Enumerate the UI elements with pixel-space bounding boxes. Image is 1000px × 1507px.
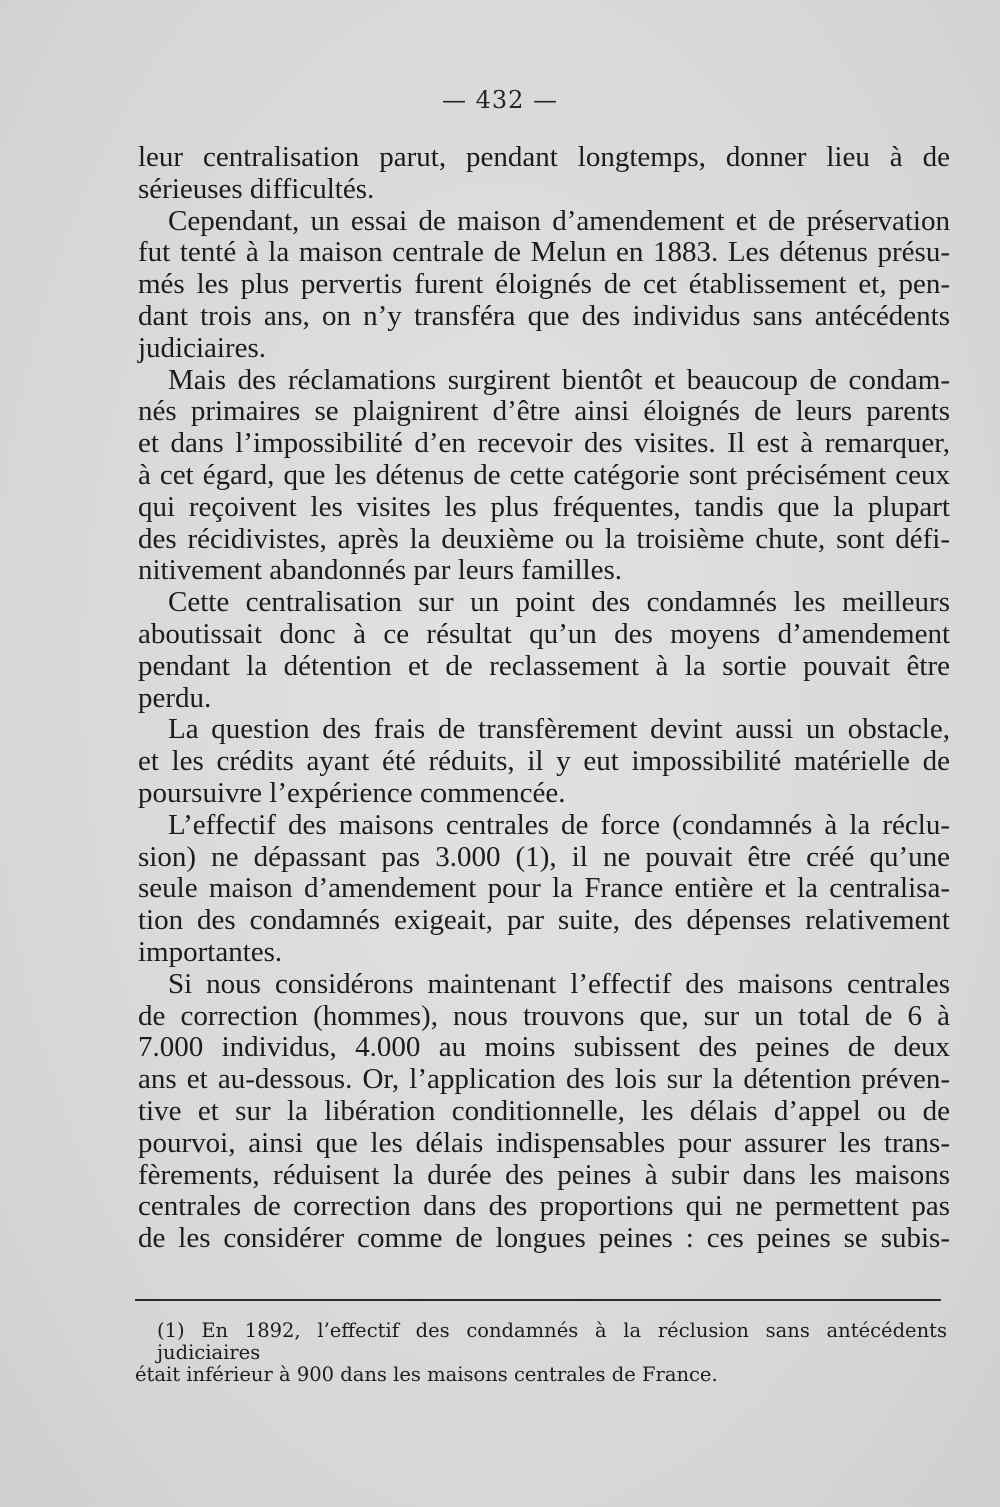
- text-line: dant trois ans, on n’y transféra que des individus sans antécédents: [138, 299, 950, 332]
- text-line: de correction (hommes), nous trouvons que, sur un total de 6 à: [138, 999, 950, 1032]
- text-line: Mais des réclamations surgirent bientôt et beaucoup de condam-: [168, 363, 950, 396]
- text-line: judiciaires.: [138, 331, 267, 364]
- text-line: à cet égard, que les détenus de cette catégorie sont précisément ceux: [138, 458, 950, 491]
- text-line: des récidivistes, après la deuxième ou la troisième chute, sont défi-: [138, 522, 950, 555]
- text-line: sérieuses difficultés.: [138, 172, 375, 205]
- text-line: pourvoi, ainsi que les délais indispensables pour assurer les trans-: [138, 1126, 950, 1159]
- text-line: fèrements, réduisent la durée des peines à subir dans les maisons: [138, 1158, 950, 1191]
- footnote-separator: [135, 1299, 941, 1301]
- text-line: La question des frais de transfèrement devint aussi un obstacle,: [168, 713, 950, 746]
- text-line: sion) ne dépassant pas 3.000 (1), il ne pouvait être créé qu’une: [138, 840, 950, 873]
- text-line: pendant la détention et de reclassement à la sortie pouvait être: [138, 649, 950, 682]
- text-line: Cette centralisation sur un point des condamnés les meilleurs: [168, 586, 950, 619]
- text-line: poursuivre l’expérience commencée.: [138, 776, 566, 809]
- text-line: tion des condamnés exigeait, par suite, des dépenses relativement: [138, 904, 950, 937]
- footnote: [135, 1320, 947, 1386]
- text-line: importantes.: [138, 935, 283, 968]
- text-line: et dans l’impossibilité d’en recevoir des visites. Il est à remarquer,: [138, 427, 950, 460]
- footnote-line-2: était inférieur à 900 dans les maisons centrales de France.: [135, 1363, 718, 1386]
- text-line: tive et sur la libération conditionnelle, les délais d’appel ou de: [138, 1094, 950, 1127]
- footnote-line-1: (1) En 1892, l’effectif des condamnés à la réclusion sans antécédents judiciaires: [157, 1319, 947, 1364]
- text-line: aboutissait donc à ce résultat qu’un des moyens d’amendement: [138, 617, 950, 650]
- text-line: ans et au-dessous. Or, l’application des lois sur la détention préven-: [138, 1063, 950, 1096]
- text-line: perdu.: [138, 681, 212, 714]
- text-line: més les plus pervertis furent éloignés de cet établissement et, pen-: [138, 268, 950, 301]
- text-line: Si nous considérons maintenant l’effectif des maisons centrales: [168, 967, 950, 1000]
- text-line: L’effectif des maisons centrales de force (condamnés à la réclu-: [168, 808, 950, 841]
- text-line: de les considérer comme de longues peines : ces peines se subis-: [138, 1222, 950, 1255]
- body-text: [138, 142, 950, 1255]
- text-line: 7.000 individus, 4.000 au moins subissent des peines de deux: [138, 1031, 950, 1064]
- text-line: nitivement abandonnés par leurs familles.: [138, 554, 622, 587]
- text-line: seule maison d’amendement pour la France entière et la centralisa-: [138, 872, 950, 905]
- text-line: centrales de correction dans des proportions qui ne permettent pas: [138, 1190, 950, 1223]
- text-line: fut tenté à la maison centrale de Melun en 1883. Les détenus présu-: [138, 236, 950, 269]
- text-line: nés primaires se plaignirent d’être ainsi éloignés de leurs parents: [138, 395, 950, 428]
- page-number: — 432 —: [441, 86, 559, 114]
- text-line: Cependant, un essai de maison d’amendement et de préservation: [168, 204, 950, 237]
- text-line: qui reçoivent les visites les plus fréquentes, tandis que la plupart: [138, 490, 950, 523]
- text-line: et les crédits ayant été réduits, il y eut impossibilité matérielle de: [138, 745, 950, 778]
- text-line: leur centralisation parut, pendant longtemps, donner lieu à de: [138, 141, 950, 173]
